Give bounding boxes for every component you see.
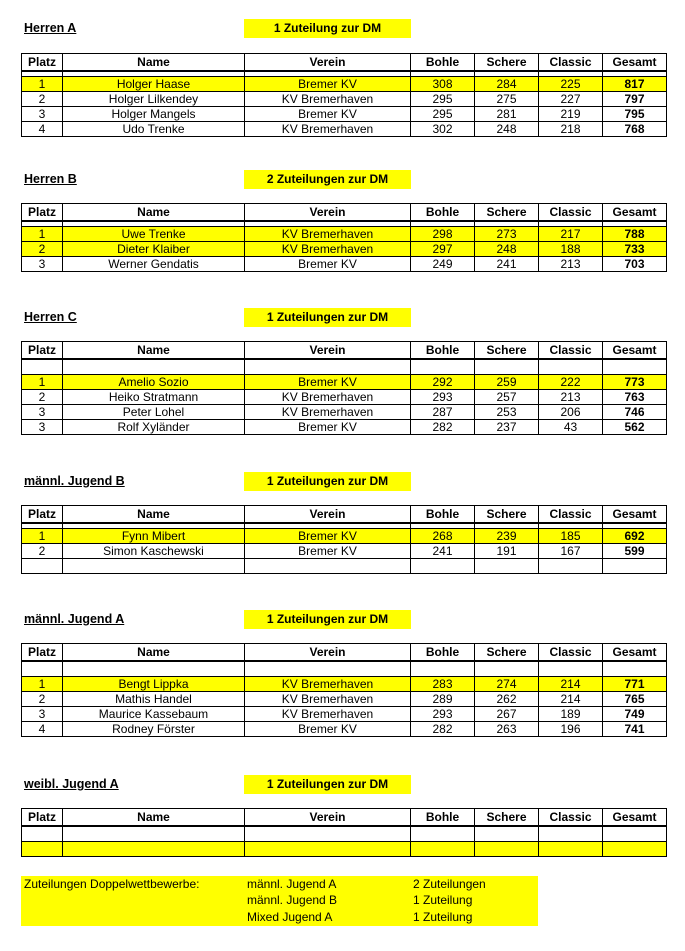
- verein-cell: [245, 559, 411, 574]
- column-header: Classic: [539, 644, 603, 662]
- table-row: [22, 692, 667, 707]
- header-row: [22, 644, 667, 662]
- name-cell: Holger Lilkendey: [63, 92, 245, 107]
- schere-cell: 267: [475, 707, 539, 722]
- table-row: [22, 107, 667, 122]
- column-header: Schere: [475, 644, 539, 662]
- verein-cell: Bremer KV: [245, 722, 411, 737]
- gesamt-cell: 703: [603, 257, 667, 272]
- bohle-cell: 293: [411, 390, 475, 405]
- bohle-cell: 287: [411, 405, 475, 420]
- schere-cell: 257: [475, 390, 539, 405]
- table-row: [22, 390, 667, 405]
- gesamt-cell: 765: [603, 692, 667, 707]
- footer-label: Zuteilungen Doppelwettbewerbe:: [24, 877, 200, 891]
- allocation-note: 1 Zuteilungen zur DM: [244, 775, 411, 794]
- table-row: [22, 257, 667, 272]
- classic-cell: 219: [539, 107, 603, 122]
- name-cell: Dieter Klaiber: [63, 242, 245, 257]
- bohle-cell: 268: [411, 529, 475, 544]
- platz-cell: 3: [22, 107, 63, 122]
- column-header: Bohle: [411, 204, 475, 222]
- column-header: Platz: [22, 54, 63, 72]
- verein-cell: Bremer KV: [245, 375, 411, 390]
- column-header: Gesamt: [603, 644, 667, 662]
- table-row: [22, 405, 667, 420]
- column-header: Classic: [539, 809, 603, 827]
- table-row: [22, 227, 667, 242]
- bohle-cell: 282: [411, 722, 475, 737]
- name-cell: Fynn Mibert: [63, 529, 245, 544]
- column-header: Classic: [539, 54, 603, 72]
- bohle-cell: 249: [411, 257, 475, 272]
- name-cell: Holger Haase: [63, 77, 245, 92]
- gesamt-cell: 741: [603, 722, 667, 737]
- column-header: Schere: [475, 506, 539, 524]
- classic-cell: 214: [539, 677, 603, 692]
- header-row: [22, 809, 667, 827]
- verein-cell: Bremer KV: [245, 420, 411, 435]
- column-header: Schere: [475, 204, 539, 222]
- bohle-cell: 241: [411, 544, 475, 559]
- column-header: Verein: [245, 54, 411, 72]
- bohle-cell: [411, 559, 475, 574]
- name-cell: Rodney Förster: [63, 722, 245, 737]
- platz-cell: 1: [22, 227, 63, 242]
- schere-cell: 241: [475, 257, 539, 272]
- gesamt-cell: 788: [603, 227, 667, 242]
- schere-cell: 273: [475, 227, 539, 242]
- bohle-cell: 282: [411, 420, 475, 435]
- classic-cell: 196: [539, 722, 603, 737]
- column-header: Schere: [475, 342, 539, 360]
- platz-cell: 3: [22, 707, 63, 722]
- table-row: [22, 544, 667, 559]
- platz-cell: 2: [22, 390, 63, 405]
- column-header: Name: [63, 54, 245, 72]
- classic-cell: [539, 559, 603, 574]
- column-header: Classic: [539, 506, 603, 524]
- gesamt-cell: 746: [603, 405, 667, 420]
- name-cell: Peter Lohel: [63, 405, 245, 420]
- gesamt-cell: 749: [603, 707, 667, 722]
- bohle-cell: 298: [411, 227, 475, 242]
- spacer-row: [22, 826, 667, 842]
- schere-cell: [475, 559, 539, 574]
- bohle-cell: 308: [411, 77, 475, 92]
- header-row: [22, 204, 667, 222]
- table-row: [22, 842, 667, 857]
- classic-cell: 214: [539, 692, 603, 707]
- classic-cell: 225: [539, 77, 603, 92]
- footer-value: 2 Zuteilungen: [413, 877, 486, 891]
- section-title: Herren B: [24, 172, 77, 186]
- column-header: Bohle: [411, 342, 475, 360]
- results-table: [21, 643, 667, 737]
- schere-cell: 263: [475, 722, 539, 737]
- name-cell: Udo Trenke: [63, 122, 245, 137]
- classic-cell: 218: [539, 122, 603, 137]
- table-row: [22, 77, 667, 92]
- gesamt-cell: [603, 559, 667, 574]
- column-header: Name: [63, 809, 245, 827]
- section-title: männl. Jugend B: [24, 474, 125, 488]
- schere-cell: 239: [475, 529, 539, 544]
- table-row: [22, 677, 667, 692]
- column-header: Gesamt: [603, 342, 667, 360]
- schere-cell: 262: [475, 692, 539, 707]
- section-title: weibl. Jugend A: [24, 777, 119, 791]
- table-row: [22, 707, 667, 722]
- gesamt-cell: 773: [603, 375, 667, 390]
- platz-cell: [22, 842, 63, 857]
- classic-cell: 185: [539, 529, 603, 544]
- column-header: Name: [63, 204, 245, 222]
- footer-category: männl. Jugend B: [247, 893, 338, 907]
- classic-cell: 227: [539, 92, 603, 107]
- classic-cell: 213: [539, 257, 603, 272]
- schere-cell: 274: [475, 677, 539, 692]
- verein-cell: KV Bremerhaven: [245, 227, 411, 242]
- gesamt-cell: 599: [603, 544, 667, 559]
- column-header: Gesamt: [603, 204, 667, 222]
- column-header: Verein: [245, 204, 411, 222]
- column-header: Platz: [22, 506, 63, 524]
- schere-cell: [475, 842, 539, 857]
- classic-cell: 167: [539, 544, 603, 559]
- schere-cell: 248: [475, 122, 539, 137]
- column-header: Bohle: [411, 54, 475, 72]
- column-header: Name: [63, 342, 245, 360]
- name-cell: Simon Kaschewski: [63, 544, 245, 559]
- name-cell: [63, 559, 245, 574]
- column-header: Classic: [539, 204, 603, 222]
- bohle-cell: 297: [411, 242, 475, 257]
- bohle-cell: 295: [411, 92, 475, 107]
- gesamt-cell: 763: [603, 390, 667, 405]
- column-header: Bohle: [411, 809, 475, 827]
- section-title: Herren A: [24, 21, 77, 35]
- table-row: [22, 529, 667, 544]
- verein-cell: KV Bremerhaven: [245, 122, 411, 137]
- column-header: Gesamt: [603, 54, 667, 72]
- spacer-row: [22, 661, 667, 677]
- gesamt-cell: 562: [603, 420, 667, 435]
- platz-cell: 3: [22, 420, 63, 435]
- allocation-note: 1 Zuteilung zur DM: [244, 19, 411, 38]
- verein-cell: Bremer KV: [245, 529, 411, 544]
- classic-cell: 188: [539, 242, 603, 257]
- verein-cell: Bremer KV: [245, 77, 411, 92]
- header-row: [22, 54, 667, 72]
- column-header: Platz: [22, 204, 63, 222]
- platz-cell: 3: [22, 405, 63, 420]
- platz-cell: 3: [22, 257, 63, 272]
- name-cell: Amelio Sozio: [63, 375, 245, 390]
- allocation-note: 2 Zuteilungen zur DM: [244, 170, 411, 189]
- schere-cell: 284: [475, 77, 539, 92]
- name-cell: Bengt Lippka: [63, 677, 245, 692]
- platz-cell: 2: [22, 692, 63, 707]
- table-row: [22, 92, 667, 107]
- header-row: [22, 342, 667, 360]
- gesamt-cell: [603, 842, 667, 857]
- platz-cell: 2: [22, 92, 63, 107]
- name-cell: Heiko Stratmann: [63, 390, 245, 405]
- verein-cell: Bremer KV: [245, 257, 411, 272]
- results-table: [21, 808, 667, 857]
- bohle-cell: [411, 842, 475, 857]
- verein-cell: [245, 842, 411, 857]
- verein-cell: KV Bremerhaven: [245, 707, 411, 722]
- gesamt-cell: 692: [603, 529, 667, 544]
- verein-cell: KV Bremerhaven: [245, 390, 411, 405]
- results-table: [21, 53, 667, 137]
- table-row: [22, 420, 667, 435]
- name-cell: Rolf Xyländer: [63, 420, 245, 435]
- spacer-row: [22, 359, 667, 375]
- schere-cell: 191: [475, 544, 539, 559]
- results-table: [21, 203, 667, 272]
- gesamt-cell: 797: [603, 92, 667, 107]
- table-row: [22, 242, 667, 257]
- verein-cell: KV Bremerhaven: [245, 692, 411, 707]
- gesamt-cell: 817: [603, 77, 667, 92]
- schere-cell: 281: [475, 107, 539, 122]
- name-cell: Uwe Trenke: [63, 227, 245, 242]
- bohle-cell: 289: [411, 692, 475, 707]
- column-header: Bohle: [411, 644, 475, 662]
- header-row: [22, 506, 667, 524]
- platz-cell: 2: [22, 242, 63, 257]
- verein-cell: Bremer KV: [245, 107, 411, 122]
- name-cell: [63, 842, 245, 857]
- section-title: Herren C: [24, 310, 77, 324]
- bohle-cell: 293: [411, 707, 475, 722]
- table-row: [22, 559, 667, 574]
- results-table: [21, 505, 667, 574]
- platz-cell: 1: [22, 529, 63, 544]
- table-row: [22, 375, 667, 390]
- classic-cell: 43: [539, 420, 603, 435]
- platz-cell: 1: [22, 77, 63, 92]
- schere-cell: 248: [475, 242, 539, 257]
- bohle-cell: 283: [411, 677, 475, 692]
- gesamt-cell: 771: [603, 677, 667, 692]
- classic-cell: 217: [539, 227, 603, 242]
- verein-cell: KV Bremerhaven: [245, 677, 411, 692]
- verein-cell: KV Bremerhaven: [245, 242, 411, 257]
- bohle-cell: 302: [411, 122, 475, 137]
- platz-cell: 1: [22, 677, 63, 692]
- verein-cell: Bremer KV: [245, 544, 411, 559]
- name-cell: Mathis Handel: [63, 692, 245, 707]
- column-header: Name: [63, 644, 245, 662]
- column-header: Gesamt: [603, 506, 667, 524]
- platz-cell: 2: [22, 544, 63, 559]
- verein-cell: KV Bremerhaven: [245, 405, 411, 420]
- classic-cell: [539, 842, 603, 857]
- classic-cell: 189: [539, 707, 603, 722]
- section-title: männl. Jugend A: [24, 612, 125, 626]
- gesamt-cell: 795: [603, 107, 667, 122]
- platz-cell: [22, 559, 63, 574]
- column-header: Gesamt: [603, 809, 667, 827]
- footer-value: 1 Zuteilung: [413, 910, 473, 924]
- classic-cell: 222: [539, 375, 603, 390]
- column-header: Platz: [22, 644, 63, 662]
- classic-cell: 213: [539, 390, 603, 405]
- column-header: Bohle: [411, 506, 475, 524]
- column-header: Verein: [245, 342, 411, 360]
- column-header: Platz: [22, 342, 63, 360]
- schere-cell: 237: [475, 420, 539, 435]
- column-header: Schere: [475, 54, 539, 72]
- schere-cell: 253: [475, 405, 539, 420]
- name-cell: Holger Mangels: [63, 107, 245, 122]
- schere-cell: 275: [475, 92, 539, 107]
- name-cell: Maurice Kassebaum: [63, 707, 245, 722]
- allocation-note: 1 Zuteilungen zur DM: [244, 610, 411, 629]
- platz-cell: 4: [22, 722, 63, 737]
- double-competition-allocations: [21, 876, 538, 926]
- classic-cell: 206: [539, 405, 603, 420]
- footer-value: 1 Zuteilung: [413, 893, 473, 907]
- name-cell: Werner Gendatis: [63, 257, 245, 272]
- verein-cell: KV Bremerhaven: [245, 92, 411, 107]
- footer-category: männl. Jugend A: [247, 877, 337, 891]
- table-row: [22, 122, 667, 137]
- column-header: Verein: [245, 809, 411, 827]
- results-table: [21, 341, 667, 435]
- gesamt-cell: 768: [603, 122, 667, 137]
- allocation-note: 1 Zuteilungen zur DM: [244, 308, 411, 327]
- gesamt-cell: 733: [603, 242, 667, 257]
- bohle-cell: 292: [411, 375, 475, 390]
- table-row: [22, 722, 667, 737]
- bohle-cell: 295: [411, 107, 475, 122]
- column-header: Classic: [539, 342, 603, 360]
- footer-category: Mixed Jugend A: [247, 910, 333, 924]
- column-header: Verein: [245, 644, 411, 662]
- allocation-note: 1 Zuteilungen zur DM: [244, 472, 411, 491]
- schere-cell: 259: [475, 375, 539, 390]
- column-header: Schere: [475, 809, 539, 827]
- platz-cell: 1: [22, 375, 63, 390]
- column-header: Name: [63, 506, 245, 524]
- column-header: Platz: [22, 809, 63, 827]
- platz-cell: 4: [22, 122, 63, 137]
- column-header: Verein: [245, 506, 411, 524]
